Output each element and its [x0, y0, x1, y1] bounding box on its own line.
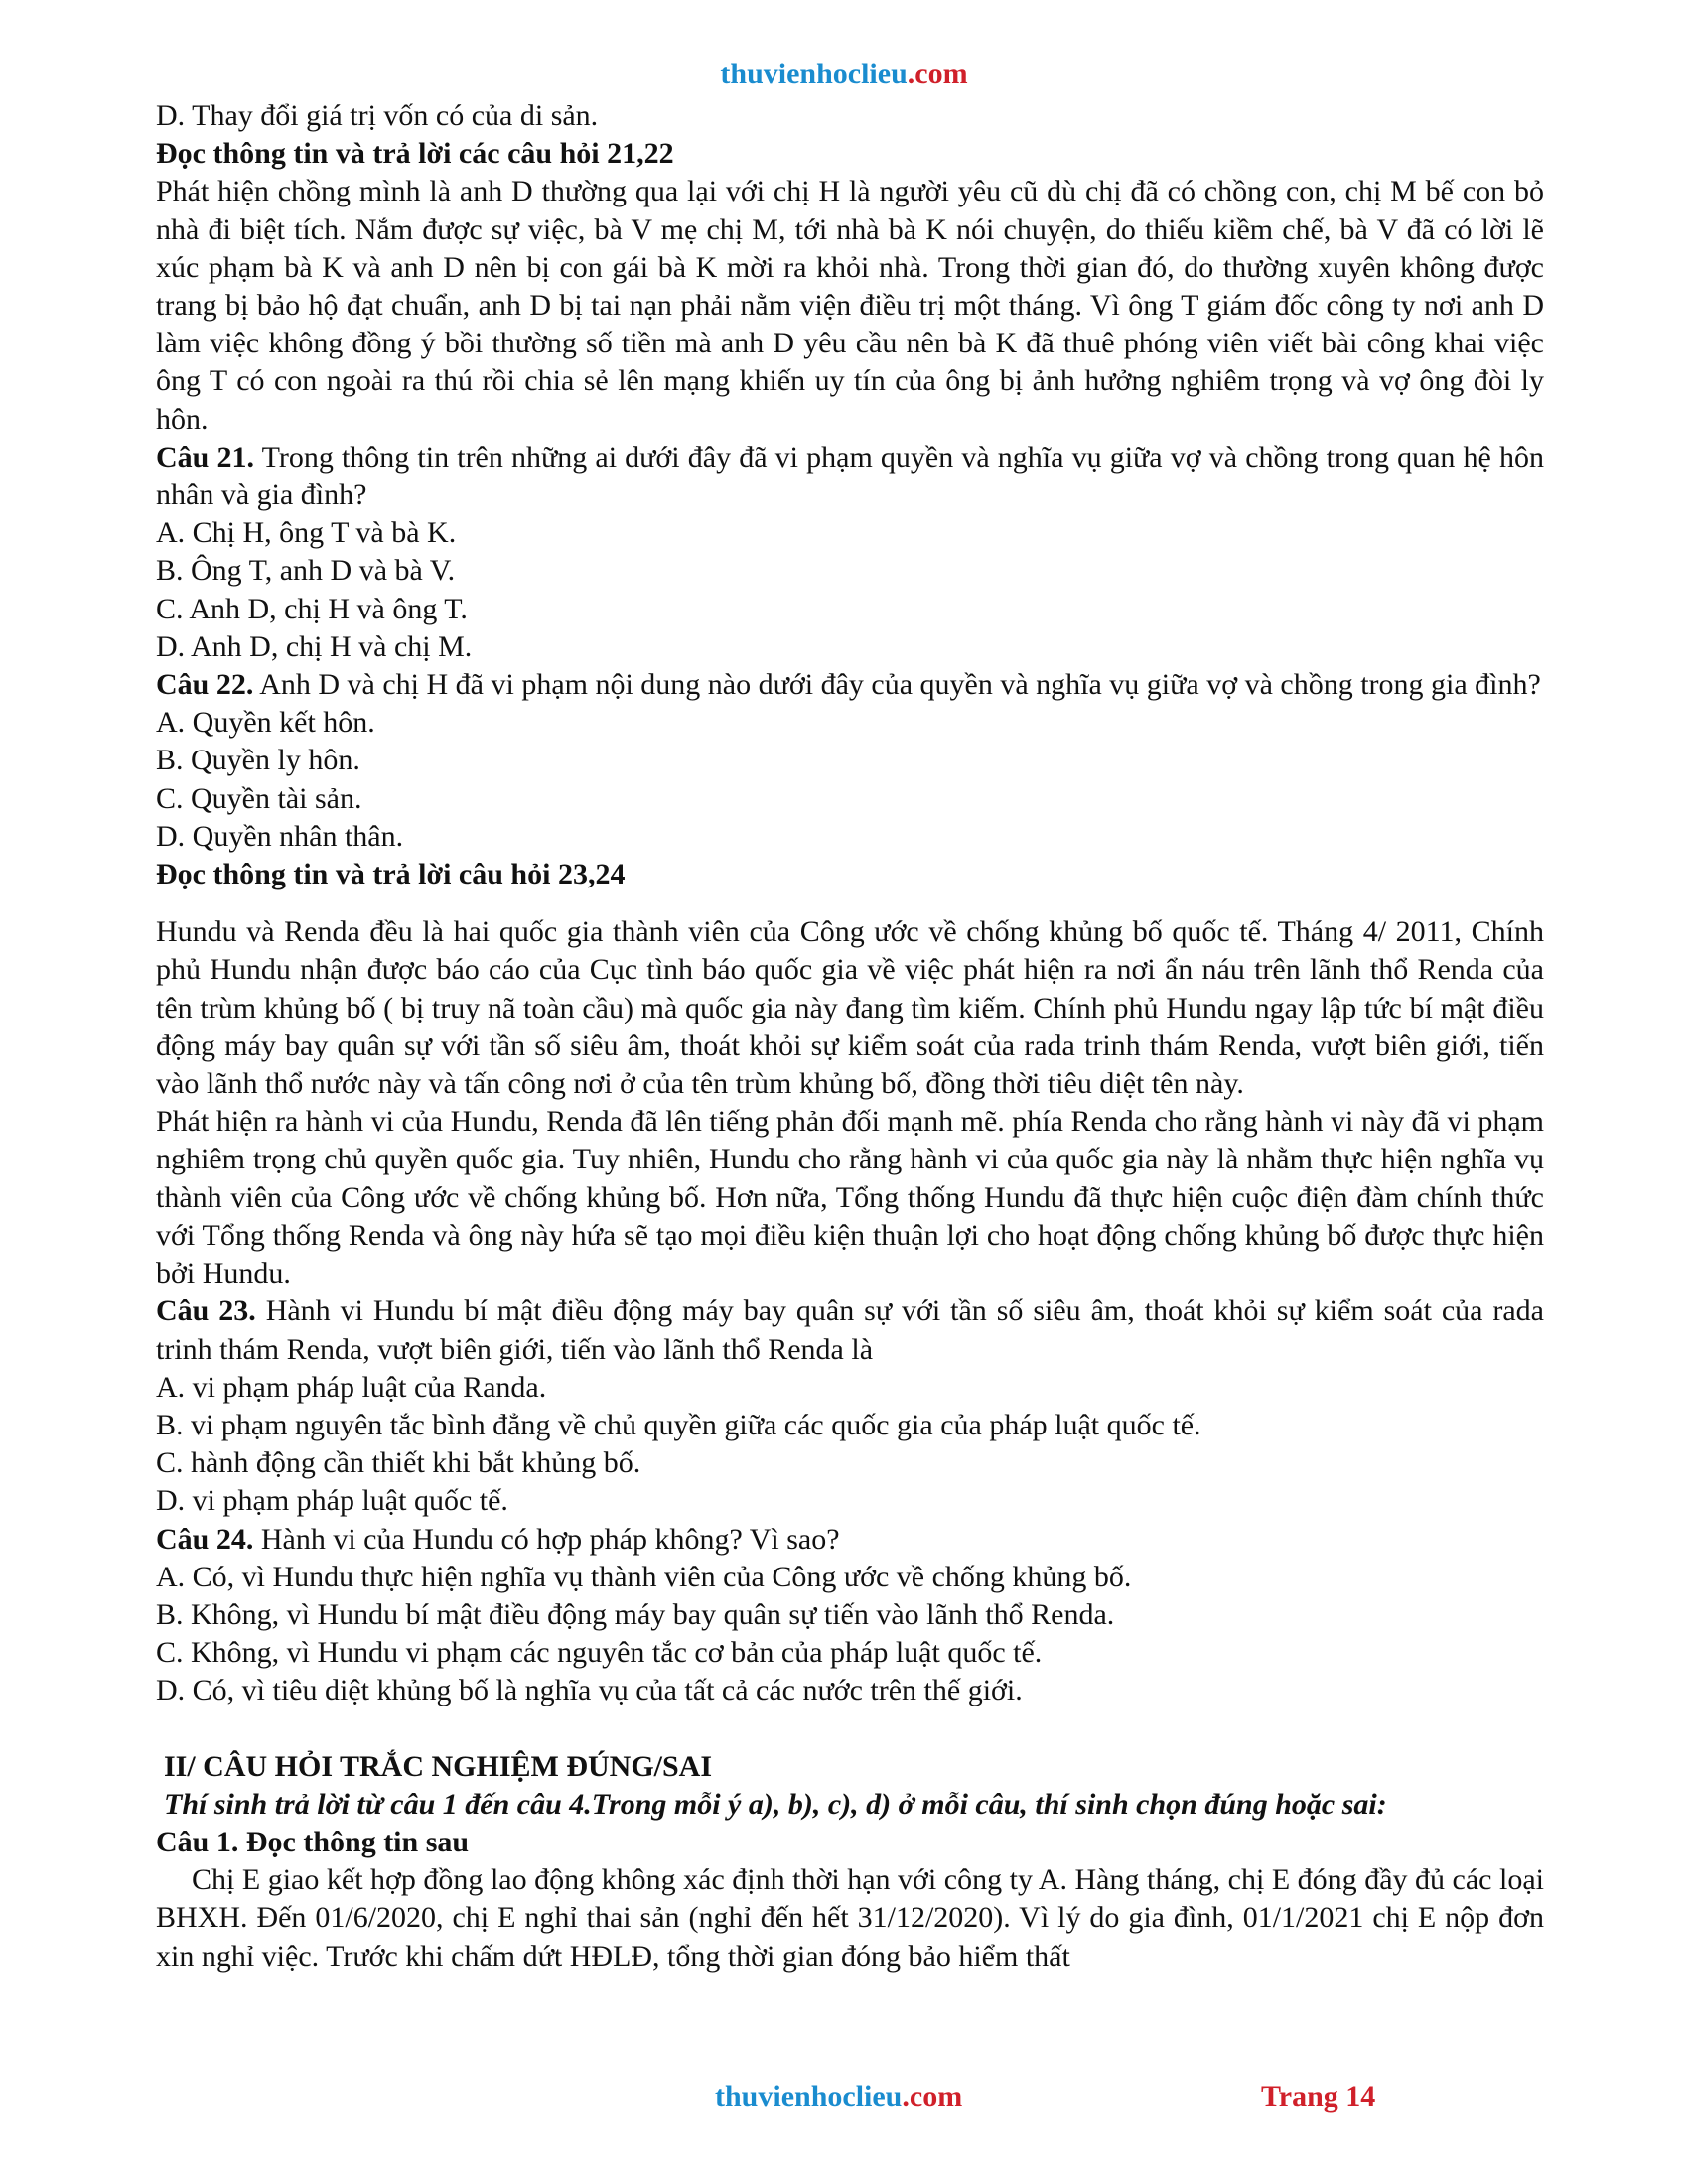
section-2-heading: II/ CÂU HỎI TRẮC NGHIỆM ĐÚNG/SAI: [164, 1749, 713, 1783]
question-21-text: Trong thông tin trên những ai dưới đây đã vi phạm quyền và nghĩa vụ giữa vợ và chồng trong quan hệ hôn nhân và gia đình?: [156, 440, 1544, 512]
question-23-option-b: B. vi phạm nguyên tắc bình đẳng về chủ quyền giữa các quốc gia của pháp luật quốc tế.: [156, 1408, 1201, 1441]
question-22-option-a: A. Quyền kết hôn.: [156, 706, 375, 740]
question-21: [156, 439, 1544, 514]
question-21-option-c: C. Anh D, chị H và ông T.: [156, 592, 468, 625]
page-footer: [0, 2080, 1688, 2119]
question-21-option-a: A. Chị H, ông T và bà K.: [156, 516, 457, 550]
section-2-instructions: Thí sinh trả lời từ câu 1 đến câu 4.Trong mỗi ý a), b), c), d) ở mỗi câu, thí sinh chọn đúng hoặc sai:: [164, 1787, 1387, 1821]
document-body: [156, 97, 1544, 1976]
section-heading-21-22: Đọc thông tin và trả lời các câu hỏi 21,22: [156, 137, 674, 171]
question-23-text: Hành vi Hundu bí mật điều động máy bay quân sự với tần số siêu âm, thoát khỏi sự kiểm soát của rada trinh thám Renda, vượt biên giới, tiến vào lãnh thổ Renda là: [156, 1295, 1544, 1366]
question-22-label: Câu 22.: [156, 668, 254, 702]
header-brand-tld: .com: [907, 58, 968, 90]
spacer: [156, 893, 1544, 913]
prev-option-d: D. Thay đổi giá trị vốn có của di sản.: [156, 99, 599, 132]
footer-watermark: [715, 2080, 962, 2114]
question-23-option-c: C. hành động cần thiết khi bắt khủng bố.: [156, 1446, 641, 1480]
passage-23-24-part2: Phát hiện ra hành vi của Hundu, Renda đã lên tiếng phản đối mạnh mẽ. phía Renda cho rằng hành vi này đã vi phạm nghiêm trọng chủ quyền quốc gia. Tuy nhiên, Hundu cho rằng hành vi của quốc gia này là nhằm thực hiện nghĩa vụ thành viên của Công ước về chống khủng bố. Hơn nữa, Tổng thống Hundu đã thực hiện cuộc điện đàm chính thức với Tổng thống Renda và ông này hứa sẽ tạo mọi điều kiện thuận lợi cho hoạt động chống khủng bố được thực hiện bởi Hundu.: [156, 1105, 1544, 1291]
question-22: [156, 666, 1544, 704]
question-1-passage: Chị E giao kết hợp đồng lao động không xác định thời hạn với công ty A. Hàng tháng, chị E đóng đầy đủ các loại BHXH. Đến 01/6/2020, chị E nghỉ thai sản (nghỉ đến hết 31/12/2020). Vì lý do gia đình, 01/1/2021 chị E nộp đơn xin nghỉ việc. Trước khi chấm dứt HĐLĐ, tổng thời gian đóng bảo hiểm thất: [156, 1863, 1544, 1973]
section-heading-23-24: Đọc thông tin và trả lời câu hỏi 23,24: [156, 858, 626, 891]
question-23-label: Câu 23.: [156, 1295, 256, 1328]
question-21-option-d: D. Anh D, chị H và chị M.: [156, 629, 473, 663]
question-21-label: Câu 21.: [156, 440, 254, 474]
question-22-text: Anh D và chị H đã vi phạm nội dung nào dưới đây của quyền và nghĩa vụ giữa vợ và chồng trong gia đình?: [253, 668, 1541, 702]
question-24-option-d: D. Có, vì tiêu diệt khủng bố là nghĩa vụ của tất cả các nước trên thế giới.: [156, 1674, 1023, 1707]
header-brand-name: thuvienhoclieu: [720, 58, 908, 90]
question-23: [156, 1293, 1544, 1368]
question-22-option-c: C. Quyền tài sản.: [156, 781, 362, 815]
spacer: [156, 1710, 1544, 1748]
passage-21-22: Phát hiện chồng mình là anh D thường qua lại với chị H là người yêu cũ dù chị đã có chồng con, chị M bế con bỏ nhà đi biệt tích. Nắm được sự việc, bà V mẹ chị M, tới nhà bà K nói chuyện, do thiếu kiềm chế, bà V đã có lời lẽ xúc phạm bà K và anh D nên bị con gái bà K mời ra khỏi nhà. Trong thời gian đó, do thường xuyên không được trang bị bảo hộ đạt chuẩn, anh D bị tai nạn phải nằm viện điều trị một tháng. Vì ông T giám đốc công ty nơi anh D làm việc không đồng ý bồi thường số tiền mà anh D yêu cầu nên bà K đã thuê phóng viên viết bài công khai việc ông T có con ngoài ra thú rồi chia sẻ lên mạng khiến uy tín của ông bị ảnh hưởng nghiêm trọng và vợ ông đòi ly hôn.: [156, 175, 1544, 436]
page-number: Trang 14: [1261, 2080, 1376, 2113]
question-24-option-a: A. Có, vì Hundu thực hiện nghĩa vụ thành viên của Công ước về chống khủng bố.: [156, 1560, 1132, 1593]
footer-brand-name: thuvienhoclieu: [715, 2080, 903, 2113]
question-24-text: Hành vi của Hundu có hợp pháp không? Vì sao?: [253, 1522, 840, 1556]
question-24-option-c: C. Không, vì Hundu vi phạm các nguyên tắc cơ bản của pháp luật quốc tế.: [156, 1636, 1043, 1670]
question-22-option-b: B. Quyền ly hôn.: [156, 744, 360, 777]
question-24-option-b: B. Không, vì Hundu bí mật điều động máy bay quân sự tiến vào lãnh thổ Renda.: [156, 1597, 1115, 1631]
question-23-option-d: D. vi phạm pháp luật quốc tế.: [156, 1484, 508, 1518]
question-21-option-b: B. Ông T, anh D và bà V.: [156, 554, 456, 588]
question-23-option-a: A. vi phạm pháp luật của Randa.: [156, 1370, 547, 1404]
passage-23-24-part1: Hundu và Renda đều là hai quốc gia thành viên của Công ước về chống khủng bố quốc tế. Tháng 4/ 2011, Chính phủ Hundu nhận được báo cáo của Cục tình báo quốc gia về việc phát hiện ra nơi ẩn náu trên lãnh thổ Renda của tên trùm khủng bố ( bị truy nã toàn cầu) mà quốc gia này đang tìm kiếm. Chính phủ Hundu ngay lập tức bí mật điều động máy bay quân sự với tần số siêu âm, thoát khỏi sự kiểm soát của rada trinh thám Renda, vượt biên giới, tiến vào lãnh thổ nước này và tấn công nơi ở của tên trùm khủng bố, đồng thời tiêu diệt tên này.: [156, 915, 1544, 1101]
header-watermark: [0, 58, 1688, 91]
question-24: [156, 1521, 1544, 1559]
question-22-option-d: D. Quyền nhân thân.: [156, 819, 404, 853]
footer-brand-tld: .com: [902, 2080, 963, 2113]
question-24-label: Câu 24.: [156, 1522, 254, 1556]
question-1-heading: Câu 1. Đọc thông tin sau: [156, 1825, 470, 1858]
